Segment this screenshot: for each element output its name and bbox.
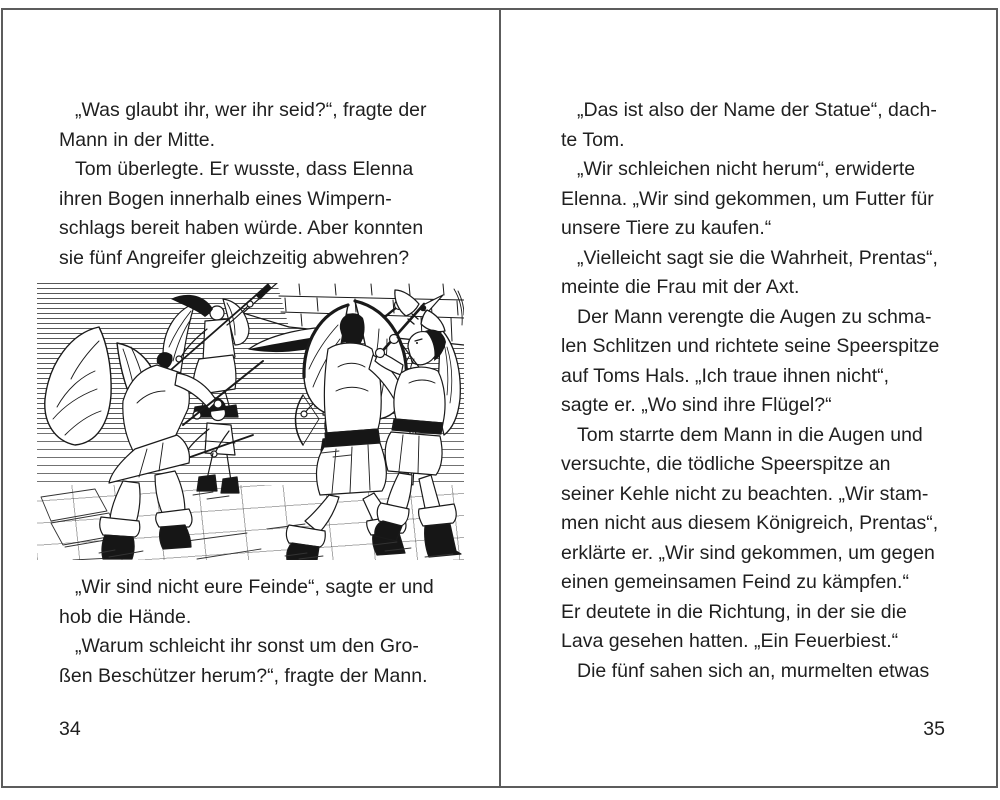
text-line: Lava gesehen hatten. „Ein Feuerbiest.“	[561, 630, 899, 652]
text-line: Mann in der Mitte.	[59, 128, 216, 151]
text-line: „Wir sind nicht eure Feinde“, sagte er und	[75, 576, 434, 598]
text-line: ßen Beschützer herum?“, fragte der Mann.	[59, 664, 428, 687]
text-line: einen gemeinsamen Feind zu kämpfen.“	[561, 571, 909, 593]
text-line: Elenna. „Wir sind gekommen, um Futter für	[561, 187, 934, 210]
page-number-left: 34	[59, 718, 81, 740]
left-page-paragraphs-top	[59, 96, 454, 273]
right-page-paragraphs	[561, 96, 945, 686]
text-line: Die fünf sahen sich an, murmelten etwas	[577, 659, 930, 682]
text-line: „Was glaubt ihr, wer ihr seid?“, fragte der	[75, 99, 427, 121]
text-line: erklärte er. „Wir sind gekommen, um gegen	[561, 541, 935, 564]
text-line: ihren Bogen innerhalb eines Wimpern-	[59, 187, 392, 210]
text-line: „Warum schleicht ihr sonst um den Gro-	[75, 635, 419, 657]
text-line: versuchte, die tödliche Speerspitze an	[561, 453, 891, 475]
text-line: schlags bereit haben würde. Aber konnten	[59, 217, 424, 239]
page-number-right: 35	[923, 718, 945, 740]
text-line: hob die Hände.	[59, 605, 192, 628]
text-line: te Tom.	[561, 128, 625, 151]
text-line: sagte er. „Wo sind ihre Flügel?“	[561, 394, 832, 416]
text-line: sie fünf Angreifer gleichzeitig abwehren?	[59, 246, 410, 269]
text-line: „Vielleicht sagt sie die Wahrheit, Prentas“,	[577, 246, 938, 269]
illustration-line-art	[37, 283, 464, 560]
left-page-paragraphs-bottom	[59, 573, 454, 691]
text-line: meinte die Frau mit der Axt.	[561, 276, 800, 298]
text-line: „Wir schleichen nicht herum“, erwiderte	[577, 158, 916, 180]
text-line: auf Toms Hals. „Ich traue ihnen nicht“,	[561, 364, 890, 387]
illustration	[37, 283, 464, 560]
text-line: unsere Tiere zu kaufen.“	[561, 217, 772, 239]
text-line: Tom starrte dem Mann in die Augen und	[577, 423, 923, 446]
text-line: Er deutete in die Richtung, in der sie die	[561, 600, 907, 623]
text-line: len Schlitzen und richtete seine Speerspitze	[561, 335, 940, 357]
text-line: Der Mann verengte die Augen zu schma-	[577, 305, 932, 328]
small-attacker	[179, 397, 253, 493]
spine-divider	[499, 8, 501, 788]
text-line: Tom überlegte. Er wusste, dass Elenna	[75, 158, 414, 180]
text-line: men nicht aus diesem Königreich, Prentas“,	[561, 512, 939, 534]
text-line: seiner Kehle nicht zu beachten. „Wir stam-	[561, 482, 929, 505]
text-line: „Das ist also der Name der Statue“, dach-	[577, 99, 937, 121]
